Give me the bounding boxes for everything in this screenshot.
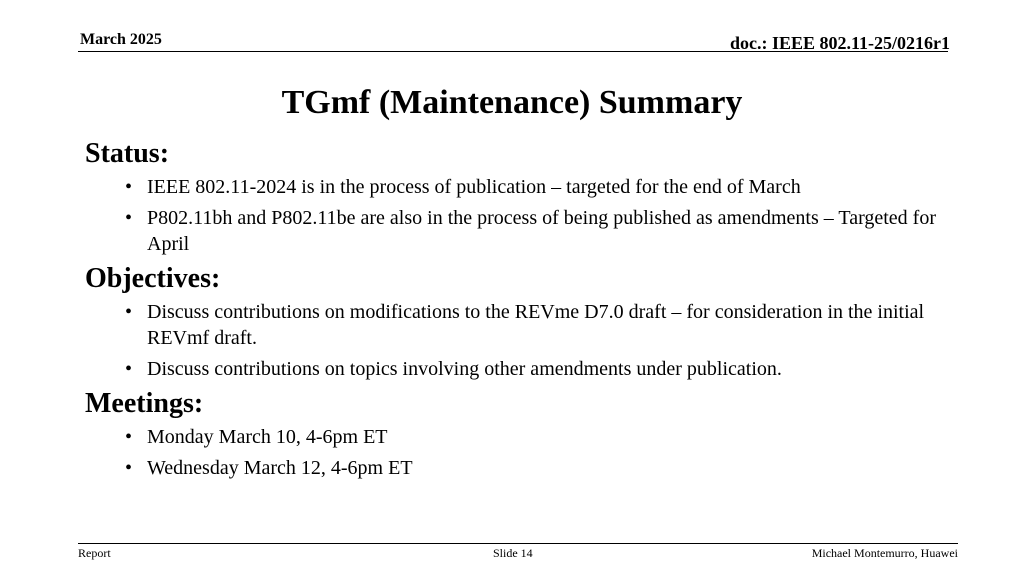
- bullet-text: IEEE 802.11-2024 is in the process of publication – targeted for the end of March: [147, 176, 801, 198]
- header-divider: [78, 51, 948, 52]
- slide-body: [85, 138, 945, 487]
- section-heading-meetings: Meetings:: [85, 388, 204, 419]
- bullet-text: Discuss contributions on modifications to the REVme D7.0 draft – for consideration in the initial REVmf draft.: [147, 301, 925, 349]
- bullet-text: P802.11bh and P802.11be are also in the process of being published as amendments – Targeted for April: [147, 207, 936, 255]
- bullet-list-meetings: [85, 424, 945, 481]
- bullet-item: [85, 424, 945, 450]
- bullet-item: [85, 455, 945, 481]
- section-heading-status: Status:: [85, 138, 170, 169]
- header-doc-id: doc.: IEEE 802.11-25/0216r1: [729, 33, 950, 53]
- slide-title: TGmf (Maintenance) Summary: [281, 84, 743, 121]
- header-date: March 2025: [80, 31, 162, 48]
- bullet-item: [85, 174, 945, 200]
- bullet-item: [85, 356, 945, 382]
- bullet-item: [85, 299, 945, 351]
- section-heading-objectives: Objectives:: [85, 263, 221, 294]
- bullet-marker: •: [125, 301, 133, 323]
- bullet-marker: •: [125, 457, 133, 479]
- footer-report-label: Report: [78, 546, 111, 560]
- bullet-item: [85, 205, 945, 257]
- bullet-marker: •: [125, 358, 133, 380]
- bullet-text: Discuss contributions on topics involving other amendments under publication.: [147, 358, 782, 380]
- section-meetings: [85, 388, 945, 481]
- bullet-marker: •: [125, 176, 133, 198]
- section-objectives: [85, 263, 945, 382]
- footer-author: Michael Montemurro, Huawei: [811, 546, 958, 560]
- footer-divider: [78, 543, 958, 544]
- bullet-list-status: [85, 174, 945, 257]
- bullet-list-objectives: [85, 299, 945, 382]
- bullet-text: Wednesday March 12, 4-6pm ET: [147, 457, 413, 479]
- bullet-marker: •: [125, 207, 133, 229]
- bullet-text: Monday March 10, 4-6pm ET: [147, 426, 388, 448]
- section-status: [85, 138, 945, 257]
- bullet-marker: •: [125, 426, 133, 448]
- footer-slide-number: Slide 14: [493, 546, 533, 560]
